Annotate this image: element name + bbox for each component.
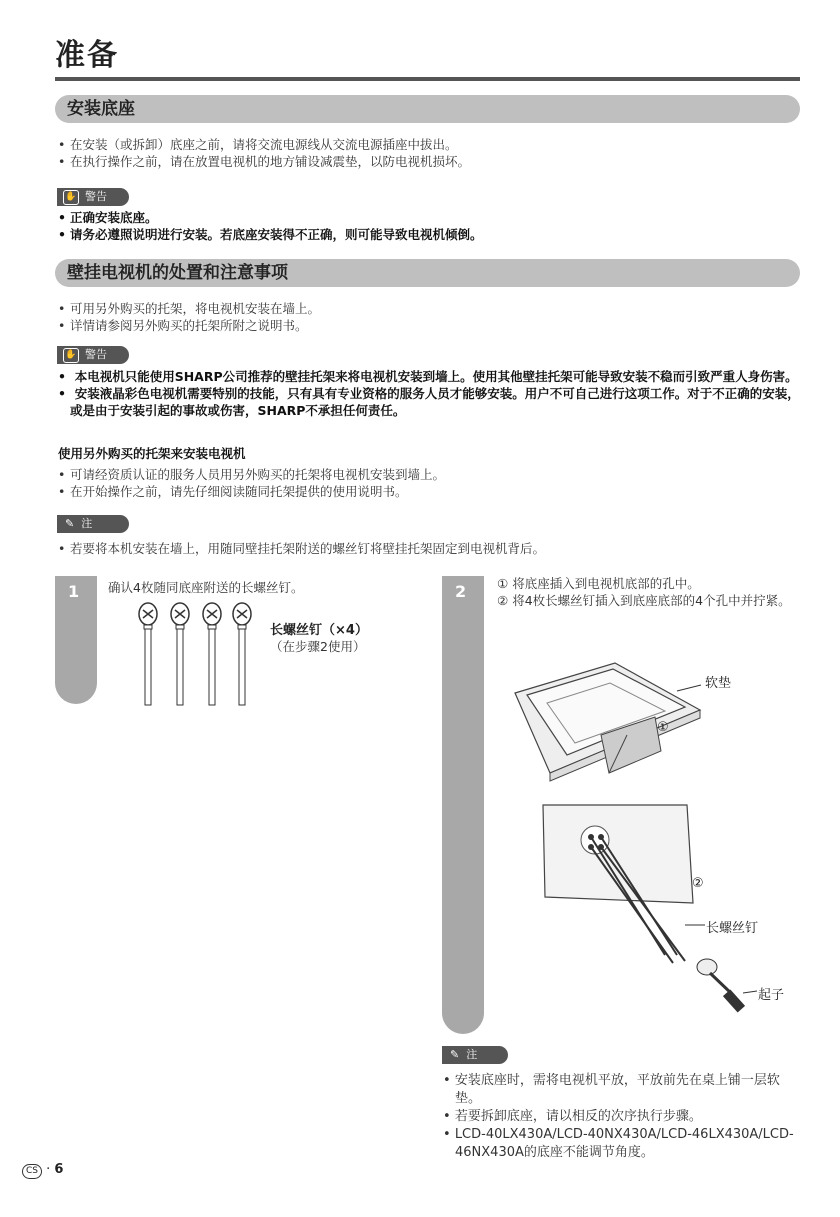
footer-separator: · <box>46 1162 51 1177</box>
list-item: • 可请经资质认证的服务人员用另外购买的托架将电视机安装到墙上。 <box>58 467 446 482</box>
page-number: 6 <box>54 1162 64 1177</box>
note-badge: ✎ 注 <box>442 1046 508 1064</box>
list-item: • 本电视机只能使用SHARP公司推荐的壁挂托架来将电视机安装到墙上。使用其他壁挂托架可能导致安装不稳而引致严重人身伤害。 <box>58 369 798 384</box>
list-item: • 若要将本机安装在墙上，用随同壁挂托架附送的螺丝钉将壁挂托架固定到电视机背后。 <box>58 541 546 556</box>
list-item: • 正确安装底座。 <box>58 210 158 225</box>
list-item: • 在执行操作之前，请在放置电视机的地方铺设减震垫，以防电视机损坏。 <box>58 154 471 169</box>
screwdriver-leader <box>743 991 757 993</box>
screwdriver-head-shape <box>697 959 717 975</box>
screwdriver-label: 起子 <box>758 988 785 1003</box>
pencil-icon: ✎ <box>65 517 75 530</box>
warning-badge: ✋ 警告 <box>57 346 129 364</box>
screwdriver-handle-shape <box>723 989 745 1012</box>
bullet-list <box>58 300 320 334</box>
step-1-number: 1 <box>68 582 80 601</box>
list-item: ② 将4枚长螺丝钉插入到底座底部的4个孔中并拧紧。 <box>497 593 791 608</box>
note-list <box>58 540 545 557</box>
screw-icon <box>233 603 251 705</box>
section-heading-wall-mount: 壁挂电视机的处置和注意事项 <box>55 259 800 287</box>
pencil-icon: ✎ <box>450 1048 460 1061</box>
country-code-badge: CS <box>22 1164 42 1179</box>
note-list <box>443 1072 803 1162</box>
list-item: • 在开始操作之前，请先仔细阅读随同托架提供的使用说明书。 <box>58 484 408 499</box>
marker-1-label: ① <box>657 720 669 735</box>
list-item: • 可用另外购买的托架，将电视机安装在墙上。 <box>58 301 321 316</box>
screw-icon <box>203 603 221 705</box>
step-2-number: 2 <box>455 582 467 601</box>
screw-sublabel: （在步骤2使用） <box>270 639 366 654</box>
warning-badge: ✋ 警告 <box>57 188 129 206</box>
screw-icon <box>171 603 189 705</box>
warning-list <box>58 209 483 243</box>
page-title: 准备 <box>55 38 119 73</box>
list-item: • 安装底座时，需将电视机平放，平放前先在桌上铺一层软垫。 <box>443 1073 780 1106</box>
screws-label: 长螺丝钉 <box>706 921 759 936</box>
list-item: • 若要拆卸底座，请以相反的次序执行步骤。 <box>443 1109 702 1124</box>
long-screws-illustration <box>128 600 258 712</box>
list-item: • LCD-40LX430A/LCD-40NX430A/LCD-46LX430A/LCD-46NX430A的底座不能调节角度。 <box>443 1127 794 1160</box>
stand-install-illustration <box>505 655 805 1025</box>
marker-2-label: ② <box>692 876 704 891</box>
screw-icon <box>139 603 157 705</box>
bullet-list <box>58 466 445 500</box>
title-rule <box>55 77 800 81</box>
stand-base-shape <box>581 826 609 854</box>
warning-hand-icon: ✋ <box>63 190 79 205</box>
list-item: • 安装液晶彩色电视机需要特别的技能，只有具有专业资格的服务人员才能够安装。用户不可自己进行这项工作。对于不正确的安装，或是由于安装引起的事故或伤害，SHARP不承担任何责任。 <box>58 386 800 418</box>
step-2-list <box>497 575 797 609</box>
warning-hand-icon: ✋ <box>63 348 79 363</box>
zoom-panel-shape <box>543 805 693 903</box>
screw-label: 长螺丝钉（×4） <box>270 623 368 638</box>
pad-leader <box>677 685 701 691</box>
list-item: • 详情请参阅另外购买的托架所附之说明书。 <box>58 318 308 333</box>
step-1-text: 确认4枚随同底座附送的长螺丝钉。 <box>108 580 304 595</box>
list-item: • 在安装（或拆卸）底座之前，请将交流电源线从交流电源插座中拔出。 <box>58 137 458 152</box>
list-item: ① 将底座插入到电视机底部的孔中。 <box>497 576 700 591</box>
subheading: 使用另外购买的托架来安装电视机 <box>58 446 246 461</box>
section-heading-install-stand: 安装底座 <box>55 95 800 123</box>
pad-label: 软垫 <box>705 676 732 691</box>
page-footer <box>22 1162 63 1179</box>
bullet-list <box>58 136 470 170</box>
list-item: • 请务必遵照说明进行安装。若底座安装得不正确，则可能导致电视机倾倒。 <box>58 227 483 242</box>
note-badge: ✎ 注 <box>57 515 129 533</box>
warning-list <box>58 368 803 419</box>
step-2-bar <box>442 576 484 1034</box>
